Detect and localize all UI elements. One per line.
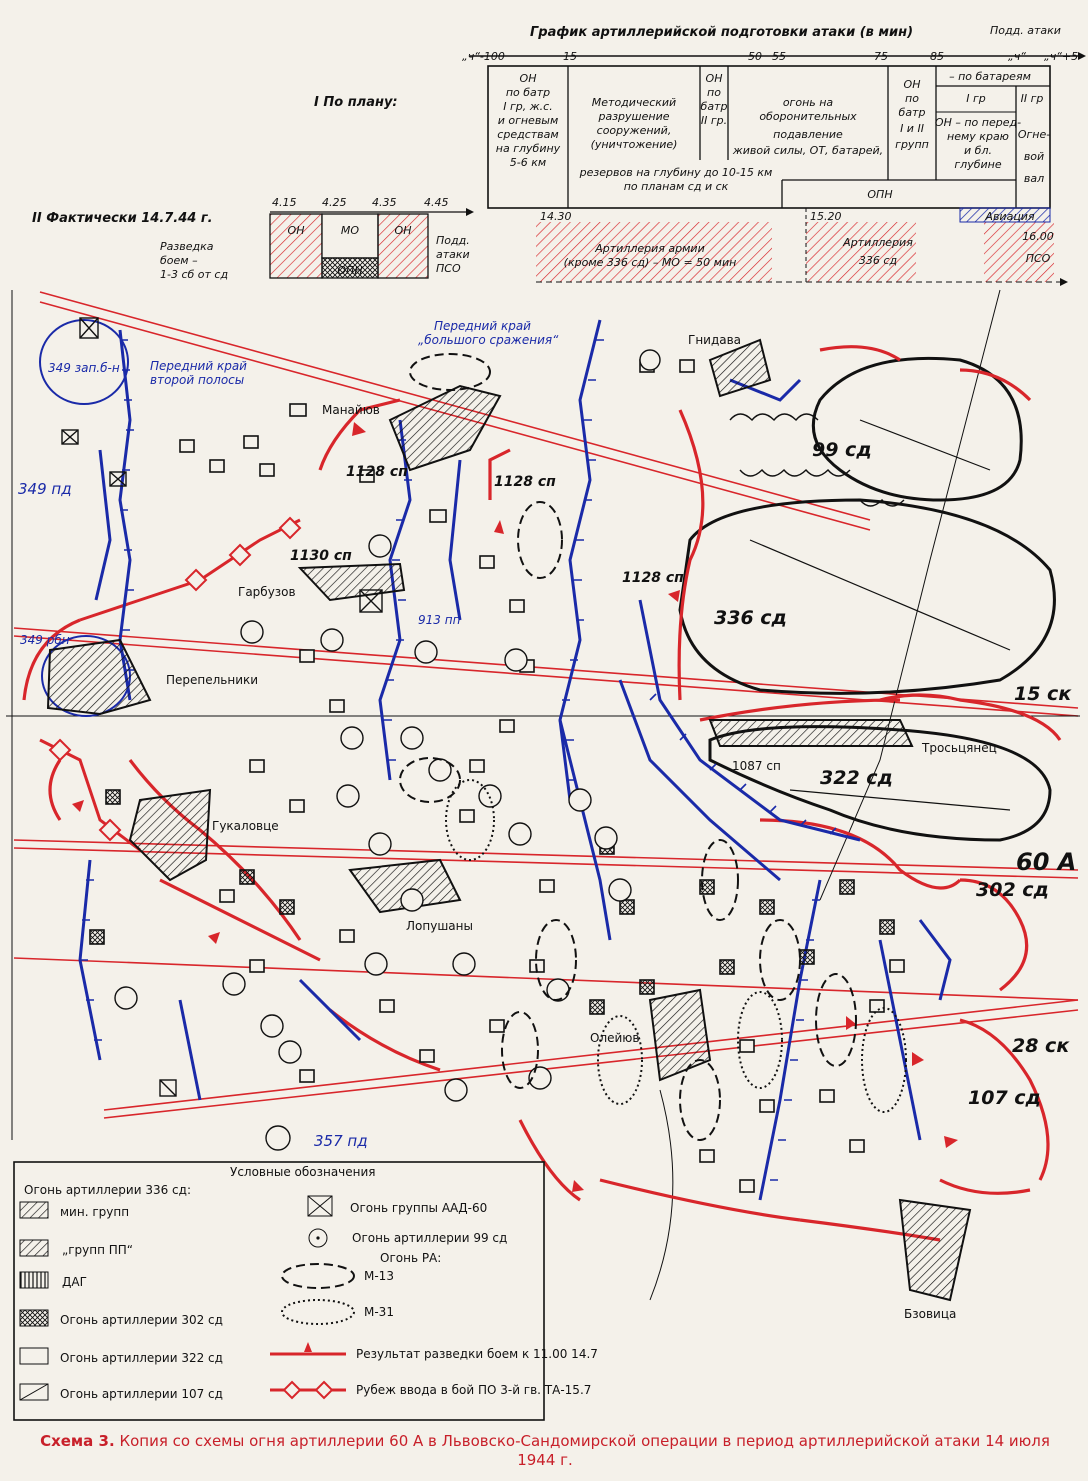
label-manayuv: Манайюв: [322, 403, 380, 417]
svg-text:Методический: Методический: [591, 96, 677, 109]
label-1130sp: 1130 сп: [290, 548, 352, 564]
settlement-manayuv: [390, 386, 500, 470]
svg-text:1-3 сб от сд: 1-3 сб от сд: [160, 268, 229, 281]
svg-text:16.00: 16.00: [1022, 230, 1054, 243]
label-troscianec: Тросьцянец: [922, 741, 997, 755]
svg-text:55: 55: [772, 50, 786, 63]
label-bzovica: Бзовица: [904, 1307, 957, 1321]
svg-text:ПСО: ПСО: [436, 262, 461, 275]
svg-text:ДАГ: ДАГ: [62, 1275, 87, 1289]
svg-text:336 сд: 336 сд: [858, 254, 898, 267]
svg-text:II Фактически 14.7.44 г.: II Фактически 14.7.44 г.: [32, 211, 213, 226]
svg-text:глубине: глубине: [954, 158, 1002, 171]
svg-text:средствам: средствам: [497, 128, 559, 141]
svg-text:батр: батр: [898, 106, 926, 119]
svg-text:М-13: М-13: [364, 1269, 394, 1283]
svg-text:по: по: [707, 86, 721, 99]
map-caption: [20, 1432, 1070, 1470]
svg-text:(кроме 336 сд) – МО = 50 мин: (кроме 336 сд) – МО = 50 мин: [563, 256, 737, 269]
svg-text:15: 15: [563, 50, 577, 63]
svg-text:боем –: боем –: [160, 254, 198, 267]
svg-text:ОН: ОН: [903, 78, 921, 91]
fire-targets-302: [90, 790, 894, 1014]
svg-text:Авиация: Авиация: [985, 210, 1035, 223]
svg-text:оборонительных: оборонительных: [759, 110, 857, 123]
svg-text:Огонь артиллерии 322 сд: Огонь артиллерии 322 сд: [60, 1351, 223, 1365]
artillery-schedule: [32, 24, 1086, 286]
svg-text:Огонь артиллерии 302 сд: Огонь артиллерии 302 сд: [60, 1313, 223, 1327]
svg-text:по планам сд и ск: по планам сд и ск: [623, 180, 729, 193]
svg-text:Огонь группы ААД-60: Огонь группы ААД-60: [350, 1201, 488, 1215]
label-gukalovce: Гукаловце: [212, 819, 279, 833]
schedule-col-on2: [701, 72, 728, 127]
settlement-gukalovce: [130, 790, 210, 880]
svg-text:4.45: 4.45: [424, 196, 449, 209]
zone-99sd: [813, 358, 1021, 500]
svg-text:I гр: I гр: [966, 92, 986, 105]
svg-text:4.15: 4.15: [272, 196, 297, 209]
settlement-perepelniki: [48, 640, 150, 714]
svg-text:ОН: ОН: [705, 72, 723, 85]
svg-text:„групп ПП“: „групп ПП“: [62, 1243, 134, 1257]
label-99sd: 99 сд: [812, 439, 872, 461]
label-302sd: 302 сд: [976, 879, 1049, 901]
svg-text:5-6 км: 5-6 км: [509, 156, 547, 169]
actual-chart: [32, 196, 474, 281]
svg-text:и бл.: и бл.: [964, 144, 992, 157]
svg-text:вой: вой: [1023, 150, 1045, 163]
svg-text:вал: вал: [1023, 172, 1045, 185]
label-1128sp-b: 1128 сп: [494, 474, 556, 490]
label-322sd: 322 сд: [820, 767, 893, 789]
label-lopushany: Лопушаны: [406, 919, 473, 933]
svg-text:МО: МО: [340, 224, 360, 237]
svg-text:„ч“+5: „ч“+5: [1044, 50, 1079, 63]
schedule-actual-row: [536, 208, 1068, 286]
svg-text:85: 85: [930, 50, 944, 63]
label-336sd: 336 сд: [714, 607, 787, 629]
legend-title: Условные обозначения: [230, 1165, 376, 1179]
schedule-title: График артиллерийской подготовки атаки (в мин): [530, 25, 914, 40]
label-15sk: 15 ск: [1014, 683, 1072, 705]
svg-text:подавление: подавление: [773, 128, 843, 141]
svg-text:II гр.: II гр.: [700, 114, 728, 127]
schedule-col-on3: [895, 78, 929, 151]
label-913pp: 913 пп: [418, 613, 461, 627]
svg-text:мин. групп: мин. групп: [60, 1205, 130, 1219]
svg-text:Результат разведки боем к 11.0: Результат разведки боем к 11.00 14.7: [356, 1347, 598, 1361]
label-gnidava: Гнидава: [688, 333, 742, 347]
svg-text:атаки: атаки: [436, 248, 470, 261]
caption-lead: Схема 3.: [40, 1432, 115, 1450]
svg-text:ОПН: ОПН: [337, 264, 363, 277]
label-1087sp: 1087 сп: [732, 759, 781, 773]
settlement-bzovica: [900, 1200, 970, 1300]
svg-text:Огонь артиллерии 107 сд: Огонь артиллерии 107 сд: [60, 1387, 223, 1401]
svg-text:Артиллерия армии: Артиллерия армии: [595, 242, 705, 255]
svg-text:ПСО: ПСО: [1025, 252, 1051, 265]
label-front2-1: Передний край: [150, 359, 247, 373]
legend-left-head: Огонь артиллерии 336 сд:: [24, 1183, 191, 1197]
svg-text:ОН – по перед-: ОН – по перед-: [934, 116, 1022, 129]
label-60a: 60 А: [1016, 848, 1077, 876]
svg-text:ОН: ОН: [394, 224, 412, 237]
svg-text:разрушение: разрушение: [598, 110, 670, 123]
label-107sd: 107 сд: [968, 1087, 1041, 1109]
svg-text:М-31: М-31: [364, 1305, 394, 1319]
label-349pd: 349 пд: [18, 480, 72, 498]
svg-text:Огне-: Огне-: [1017, 128, 1051, 141]
settlement-troscianec: [710, 720, 912, 746]
svg-text:резервов на глубину до 10-15 к: резервов на глубину до 10-15 км: [579, 166, 773, 179]
svg-text:„ч“-100: „ч“-100: [462, 50, 505, 63]
svg-text:Разведка: Разведка: [160, 240, 214, 253]
svg-text:14.30: 14.30: [540, 210, 572, 223]
label-349zap: 349 зап.б-н: [48, 361, 120, 375]
svg-text:групп: групп: [895, 138, 929, 151]
label-1128sp-a: 1128 сп: [346, 464, 408, 480]
settlement-oleyuv: [650, 990, 710, 1080]
svg-text:Огонь РА:: Огонь РА:: [380, 1251, 442, 1265]
label-frontbig-1: Передний край: [434, 319, 531, 333]
schedule-opn: ОПН: [867, 188, 893, 201]
settlement-gnidava: [710, 340, 770, 396]
svg-text:„ч“: „ч“: [1008, 50, 1026, 63]
caption-text: Копия со схемы огня артиллерии 60 А в Львовско-Сандомирской операции в период артиллерийской атаки 14 июля 1944 г.: [119, 1432, 1050, 1469]
svg-text:на глубину: на глубину: [495, 142, 561, 155]
svg-text:4.25: 4.25: [322, 196, 347, 209]
svg-text:75: 75: [874, 50, 888, 63]
schedule-support-label: Подд. атаки: [990, 24, 1061, 37]
svg-text:I и II: I и II: [900, 122, 924, 135]
unit-labels: [18, 319, 1076, 1150]
plan-label: I По плану:: [314, 95, 398, 110]
svg-text:4.35: 4.35: [372, 196, 397, 209]
svg-text:по батр: по батр: [505, 86, 551, 99]
settlement-garbuzov: [300, 564, 404, 600]
svg-text:(уничтожение): (уничтожение): [590, 138, 678, 151]
svg-text:Артиллерия: Артиллерия: [843, 236, 913, 249]
schedule-col-on1: [496, 72, 561, 169]
svg-text:50: 50: [748, 50, 762, 63]
label-garbuzov: Гарбузов: [238, 585, 296, 599]
svg-text:I гр, ж.с.: I гр, ж.с.: [503, 100, 553, 113]
svg-text:– по батареям: – по батареям: [949, 70, 1031, 83]
legend: [14, 1162, 598, 1420]
svg-text:батр: батр: [700, 100, 728, 113]
svg-text:Подд.: Подд.: [436, 234, 470, 247]
schedule-col-batteries: [935, 70, 1050, 185]
svg-text:15.20: 15.20: [810, 210, 842, 223]
svg-text:и огневым: и огневым: [497, 114, 559, 127]
label-349rbn: 349 рбн: [20, 633, 70, 647]
svg-text:живой силы, ОТ, батарей,: живой силы, ОТ, батарей,: [732, 144, 884, 157]
label-frontbig-2: „большого сражения“: [418, 333, 559, 347]
svg-text:огонь на: огонь на: [782, 96, 834, 109]
label-1128sp-c: 1128 сп: [622, 570, 684, 586]
label-front2-2: второй полосы: [150, 373, 245, 387]
svg-text:по: по: [905, 92, 919, 105]
svg-text:Рубеж ввода в бой ПО 3-й гв. Т: Рубеж ввода в бой ПО 3-й гв. ТА-15.7: [356, 1383, 592, 1397]
label-oleyuv: Олейюв: [590, 1031, 640, 1045]
svg-text:ОН: ОН: [519, 72, 537, 85]
svg-text:Огонь артиллерии 99 сд: Огонь артиллерии 99 сд: [352, 1231, 508, 1245]
svg-text:ОН: ОН: [287, 224, 305, 237]
label-perepelniki: Перепельники: [166, 673, 259, 687]
label-28sk: 28 ск: [1012, 1035, 1070, 1057]
svg-text:сооружений,: сооружений,: [596, 124, 672, 137]
label-357pd: 357 пд: [314, 1132, 368, 1150]
svg-text:II гр: II гр: [1020, 92, 1044, 105]
svg-text:нему краю: нему краю: [947, 130, 1009, 143]
schedule-col-suppression: [732, 96, 883, 157]
